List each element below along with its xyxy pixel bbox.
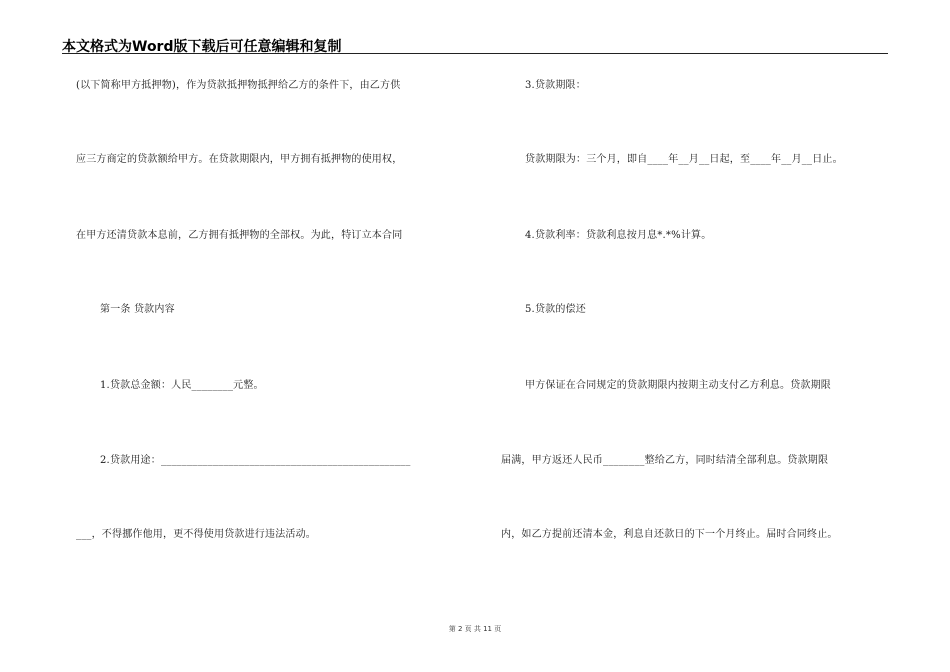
left-line-1: (以下简称甲方抵押物)，作为贷款抵押物抵押给乙方的条件下，由乙方供 [76,80,401,91]
left-line-3: 在甲方还清贷款本息前，乙方拥有抵押物的全部权。为此，特订立本合同 [76,230,403,241]
loan-purpose-continuation: ___，不得挪作他用，更不得使用贷款进行违法活动。 [76,529,316,540]
page-number: 第 2 页 共 11 页 [448,625,502,633]
loan-term-line: 贷款期限为：三个月，即自____年__月__日起，至____年__月__日止。 [525,154,843,165]
loan-repayment-heading: 5.贷款的偿还 [525,304,586,315]
section-heading-loan-content: 第一条 贷款内容 [100,304,175,315]
left-line-2: 应三方商定的贷款额给甲方。在贷款期限内，甲方拥有抵押物的使用权， [76,154,403,165]
repayment-line-2: 届满，甲方返还人民币________整给乙方，同时结清全部利息。贷款期限 [501,455,829,466]
loan-purpose-line: 2.贷款用途：________________________________________________ [100,455,411,466]
loan-total-amount-line: 1.贷款总金额：人民________元整。 [100,380,264,391]
repayment-line-1: 甲方保证在合同规定的贷款期限内按期主动支付乙方利息。贷款期限 [525,380,831,391]
document-header-title: 本文格式为Word版下载后可任意编辑和复制 [62,39,342,55]
loan-term-heading: 3.贷款期限： [525,80,586,91]
repayment-line-3: 内，如乙方提前还清本金，利息自还款日的下一个月终止。届时合同终止。 [501,529,838,540]
header-divider [62,53,888,54]
loan-interest-line: 4.贷款利率：贷款利息按月息*.*%计算。 [525,230,712,241]
